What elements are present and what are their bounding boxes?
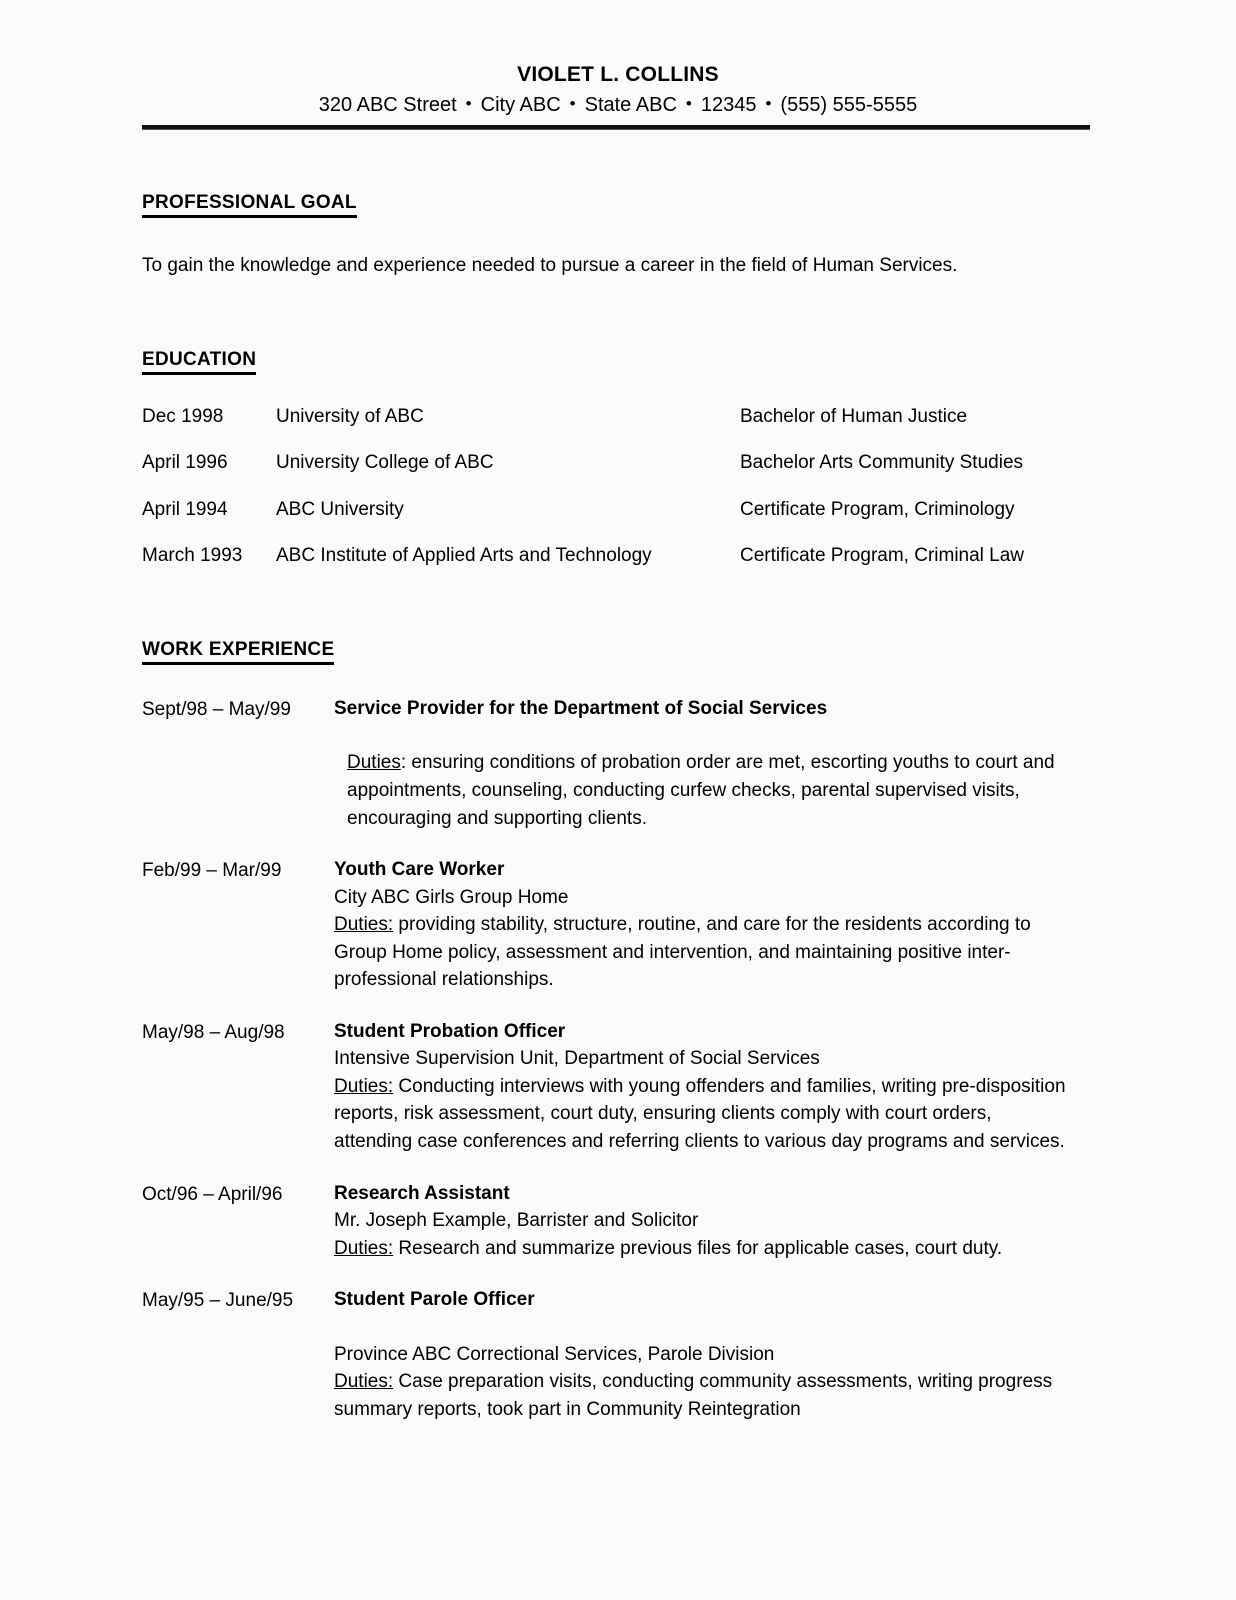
work-entry-organization: Mr. Joseph Example, Barrister and Solicitor	[334, 1210, 699, 1232]
work-entry-date: Feb/99 – Mar/99	[142, 860, 282, 882]
professional-goal-heading: PROFESSIONAL GOAL	[142, 192, 357, 218]
work-entry-body	[334, 695, 1092, 832]
work-entry-title: Student Parole Officer	[334, 1289, 535, 1311]
contact-zip: 12345	[700, 94, 757, 117]
work-experience-entry	[142, 856, 1092, 994]
duties-label: Duties:	[334, 1371, 394, 1393]
work-entry-title: Research Assistant	[334, 1182, 510, 1204]
professional-goal-section	[142, 192, 1092, 280]
contact-city: City ABC	[480, 94, 561, 117]
duties-text: Research and summarize previous files for applicable cases, court duty.	[393, 1237, 1003, 1259]
education-date: April 1994	[142, 498, 228, 520]
work-experience-heading: WORK EXPERIENCE	[142, 639, 334, 665]
work-entry-date: Sept/98 – May/99	[142, 698, 291, 720]
duties-label: Duties:	[334, 1237, 394, 1259]
duties-label: Duties:	[334, 914, 394, 936]
professional-goal-text: To gain the knowledge and experience needed to pursue a career in the field of Human Services.	[142, 255, 958, 277]
education-heading: EDUCATION	[142, 349, 256, 375]
duties-text: Case preparation visits, conducting community assessments, writing progress summary reports, took part in Community Reintegration	[334, 1371, 1053, 1420]
work-entry-spacer	[334, 1314, 1092, 1341]
work-entry-date: May/98 – Aug/98	[142, 1021, 285, 1043]
work-entry-duties	[334, 1368, 1074, 1423]
education-degree: Certificate Program, Criminology	[740, 498, 1015, 520]
work-experience-entry	[142, 695, 1092, 832]
work-entry-date: Oct/96 – April/96	[142, 1183, 283, 1205]
education-table	[142, 403, 1082, 589]
work-experience-list	[142, 695, 1092, 1423]
work-entry-organization: Intensive Supervision Unit, Department of Social Services	[334, 1048, 820, 1070]
duties-text: providing stability, structure, routine, and care for the residents according to Group Home policy, assessment and intervention, and maintaining positive inter-professional relationships.	[334, 914, 1031, 991]
work-entry-organization: City ABC Girls Group Home	[334, 886, 569, 908]
contact-separator-1: •	[465, 94, 472, 114]
work-entry-duties	[334, 1235, 1074, 1263]
header-divider-rule	[142, 125, 1090, 130]
work-experience-section	[142, 639, 1092, 1423]
contact-street: 320 ABC Street	[318, 94, 457, 117]
education-row	[142, 542, 1082, 589]
work-entry-title: Service Provider for the Department of Social Services	[334, 697, 828, 719]
work-entry-organization: Province ABC Correctional Services, Parole Division	[334, 1343, 775, 1365]
education-institution: University College of ABC	[276, 452, 494, 474]
work-entry-title: Student Probation Officer	[334, 1020, 566, 1042]
contact-separator-4: •	[765, 94, 772, 114]
work-experience-entry	[142, 1180, 1092, 1263]
education-degree: Bachelor Arts Community Studies	[740, 452, 1024, 474]
work-entry-body	[334, 1018, 1092, 1156]
work-entry-title: Youth Care Worker	[334, 859, 505, 881]
candidate-name: VIOLET L. COLLINS	[517, 63, 719, 86]
education-date: March 1993	[142, 545, 243, 567]
work-experience-entry	[142, 1286, 1092, 1423]
education-section	[142, 349, 1092, 589]
work-entry-duties	[347, 749, 1074, 832]
education-institution: ABC Institute of Applied Arts and Technology	[276, 545, 652, 567]
work-experience-entry	[142, 1018, 1092, 1156]
education-degree: Bachelor of Human Justice	[740, 405, 968, 427]
work-entry-duties	[334, 1073, 1074, 1156]
contact-phone: (555) 555-5555	[780, 94, 918, 117]
education-degree: Certificate Program, Criminal Law	[740, 545, 1025, 567]
contact-separator-3: •	[685, 94, 692, 114]
contact-line	[0, 92, 1236, 118]
work-entry-date: May/95 – June/95	[142, 1290, 294, 1312]
contact-state: State ABC	[584, 94, 677, 117]
education-date: Dec 1998	[142, 405, 224, 427]
work-entry-body	[334, 856, 1092, 994]
duties-text: : ensuring conditions of probation order are met, escorting youths to court and appointments, counseling, conducting curfew checks, parental supervised visits, encouraging and supporting clients.	[347, 752, 1055, 829]
work-entry-body	[334, 1180, 1092, 1263]
resume-header	[0, 0, 1236, 118]
contact-separator-2: •	[569, 94, 576, 114]
duties-text: Conducting interviews with young offenders and families, writing pre-disposition reports, risk assessment, court duty, ensuring clients comply with court orders, attending case conferences and referring clients to various day programs and services.	[334, 1075, 1066, 1152]
education-row	[142, 403, 1082, 450]
education-institution: ABC University	[276, 498, 404, 520]
education-row	[142, 449, 1082, 496]
work-entry-body	[334, 1286, 1092, 1423]
duties-label: Duties	[347, 752, 401, 774]
education-row	[142, 496, 1082, 543]
duties-label: Duties:	[334, 1075, 394, 1097]
education-institution: University of ABC	[276, 405, 424, 427]
education-date: April 1996	[142, 452, 228, 474]
work-entry-duties	[334, 911, 1074, 994]
